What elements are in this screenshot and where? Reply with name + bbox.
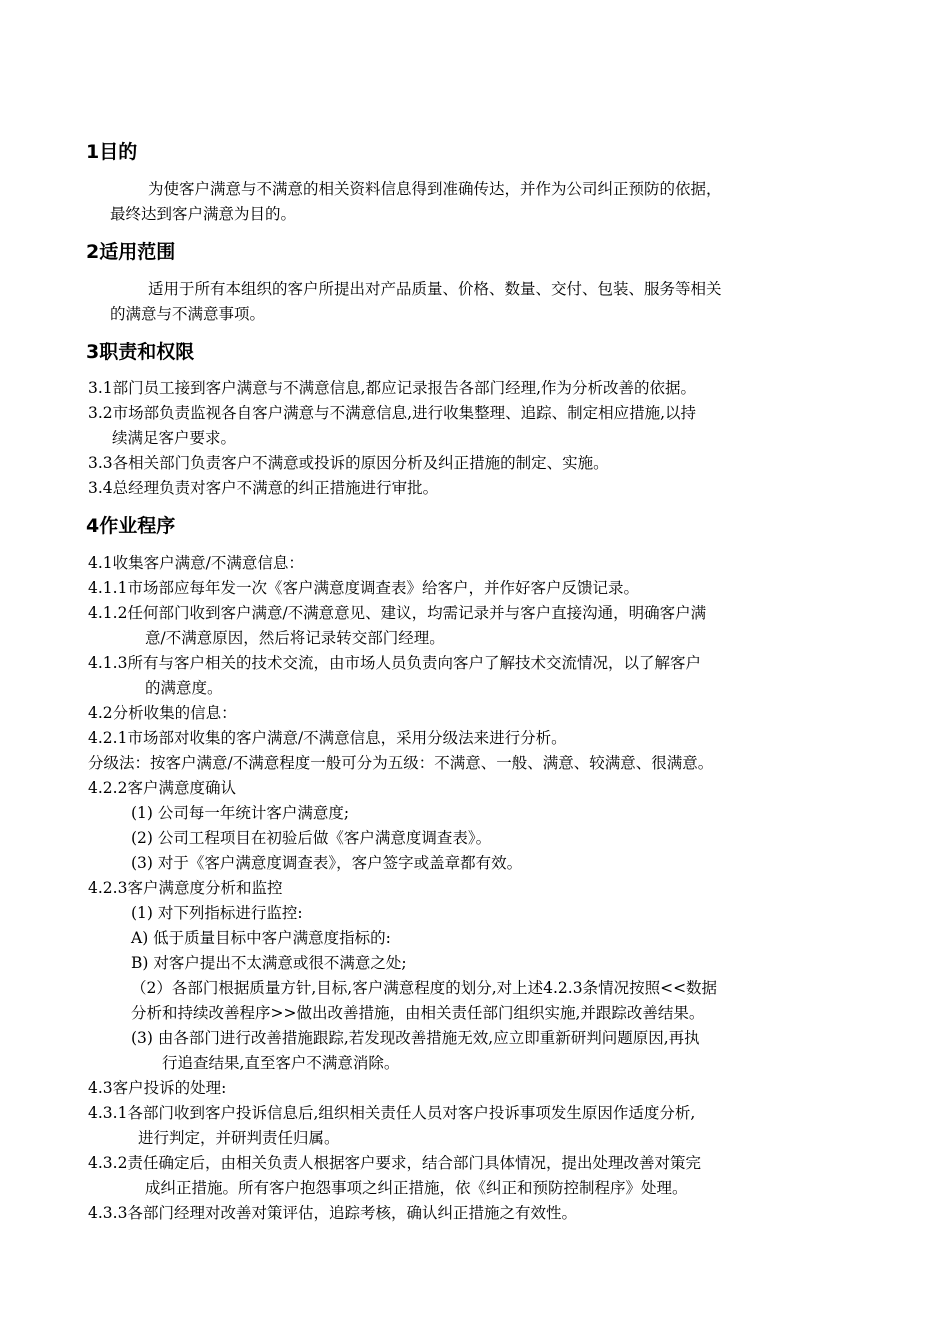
list-item: 成纠正措施。所有客户抱怨事项之纠正措施，依《纠正和预防控制程序》处理。: [145, 1179, 688, 1197]
list-item: (1) 对下列指标进行监控:: [131, 904, 303, 922]
heading-purpose: 1目的: [86, 141, 138, 163]
heading-procedure: 4作业程序: [86, 515, 176, 537]
list-item: 3.3各相关部门负责客户不满意或投诉的原因分析及纠正措施的制定、实施。: [88, 454, 609, 472]
list-item: 分析和持续改善程序>>做出改善措施，由相关责任部门组织实施,并跟踪改善结果。: [131, 1004, 705, 1022]
list-item: (2) 公司工程项目在初验后做《客户满意度调查表》。: [131, 829, 492, 847]
list-item: 续满足客户要求。: [112, 429, 237, 447]
list-item: (3) 对于《客户满意度调查表》，客户签字或盖章都有效。: [131, 854, 523, 872]
list-item: B) 对客户提出不太满意或很不满意之处;: [131, 954, 407, 972]
list-item: 3.4总经理负责对客户不满意的纠正措施进行审批。: [88, 479, 439, 497]
heading-responsibilities: 3职责和权限: [86, 341, 195, 363]
list-item: (3) 由各部门进行改善措施跟踪,若发现改善措施无效,应立即重新研判问题原因,再执: [131, 1029, 700, 1047]
list-item: 3.1部门员工接到客户满意与不满意信息,都应记录报告各部门经理,作为分析改善的依据。: [88, 379, 697, 397]
list-item: 的满意度。: [145, 679, 223, 697]
list-item: 4.2.3客户满意度分析和监控: [88, 879, 283, 897]
list-item: 意/不满意原因，然后将记录转交部门经理。: [145, 629, 445, 647]
list-item: 4.3.1各部门收到客户投诉信息后,组织相关责任人员对客户投诉事项发生原因作适度分析,: [88, 1104, 696, 1122]
list-item: 4.1.1市场部应每年发一次《客户满意度调查表》给客户，并作好客户反馈记录。: [88, 579, 639, 597]
paragraph-line: 最终达到客户满意为目的。: [110, 205, 297, 223]
list-item: 4.3.2责任确定后，由相关负责人根据客户要求，结合部门具体情况，提出处理改善对策完: [88, 1154, 701, 1172]
heading-scope: 2适用范围: [86, 241, 176, 263]
list-item: 4.1.2任何部门收到客户满意/不满意意见、建议，均需记录并与客户直接沟通，明确客户满: [88, 604, 707, 622]
paragraph-line: 适用于所有本组织的客户所提出对产品质量、价格、数量、交付、包装、服务等相关: [148, 280, 722, 298]
list-item: (1) 公司每一年统计客户满意度;: [131, 804, 350, 822]
list-item: 4.2.2客户满意度确认: [88, 779, 236, 797]
list-item: 3.2市场部负责监视各自客户满意与不满意信息,进行收集整理、追踪、制定相应措施,以持: [88, 404, 697, 422]
list-item: 4.1收集客户满意/不满意信息：: [88, 554, 304, 572]
list-item: 进行判定，并研判责任归属。: [138, 1129, 340, 1147]
list-item: 4.3客户投诉的处理:: [88, 1079, 227, 1097]
list-item: 4.1.3所有与客户相关的技术交流，由市场人员负责向客户了解技术交流情况，以了解客户: [88, 654, 701, 672]
paragraph-line: 的满意与不满意事项。: [110, 305, 266, 323]
list-item: 4.2分析收集的信息：: [88, 704, 237, 722]
list-item: 行追查结果,直至客户不满意消除。: [162, 1054, 400, 1072]
list-item: 4.2.1市场部对收集的客户满意/不满意信息，采用分级法来进行分析。: [88, 729, 567, 747]
paragraph-line: 为使客户满意与不满意的相关资料信息得到准确传达，并作为公司纠正预防的依据，: [148, 180, 722, 198]
list-item: A) 低于质量目标中客户满意度指标的:: [131, 929, 391, 947]
list-item: 4.3.3各部门经理对改善对策评估，追踪考核，确认纠正措施之有效性。: [88, 1204, 577, 1222]
list-item: （2）各部门根据质量方针,目标,客户满意程度的划分,对上述4.2.3条情况按照<<数据: [131, 979, 718, 997]
list-item: 分级法：按客户满意/不满意程度一般可分为五级：不满意、一般、满意、较满意、很满意。: [88, 754, 714, 772]
